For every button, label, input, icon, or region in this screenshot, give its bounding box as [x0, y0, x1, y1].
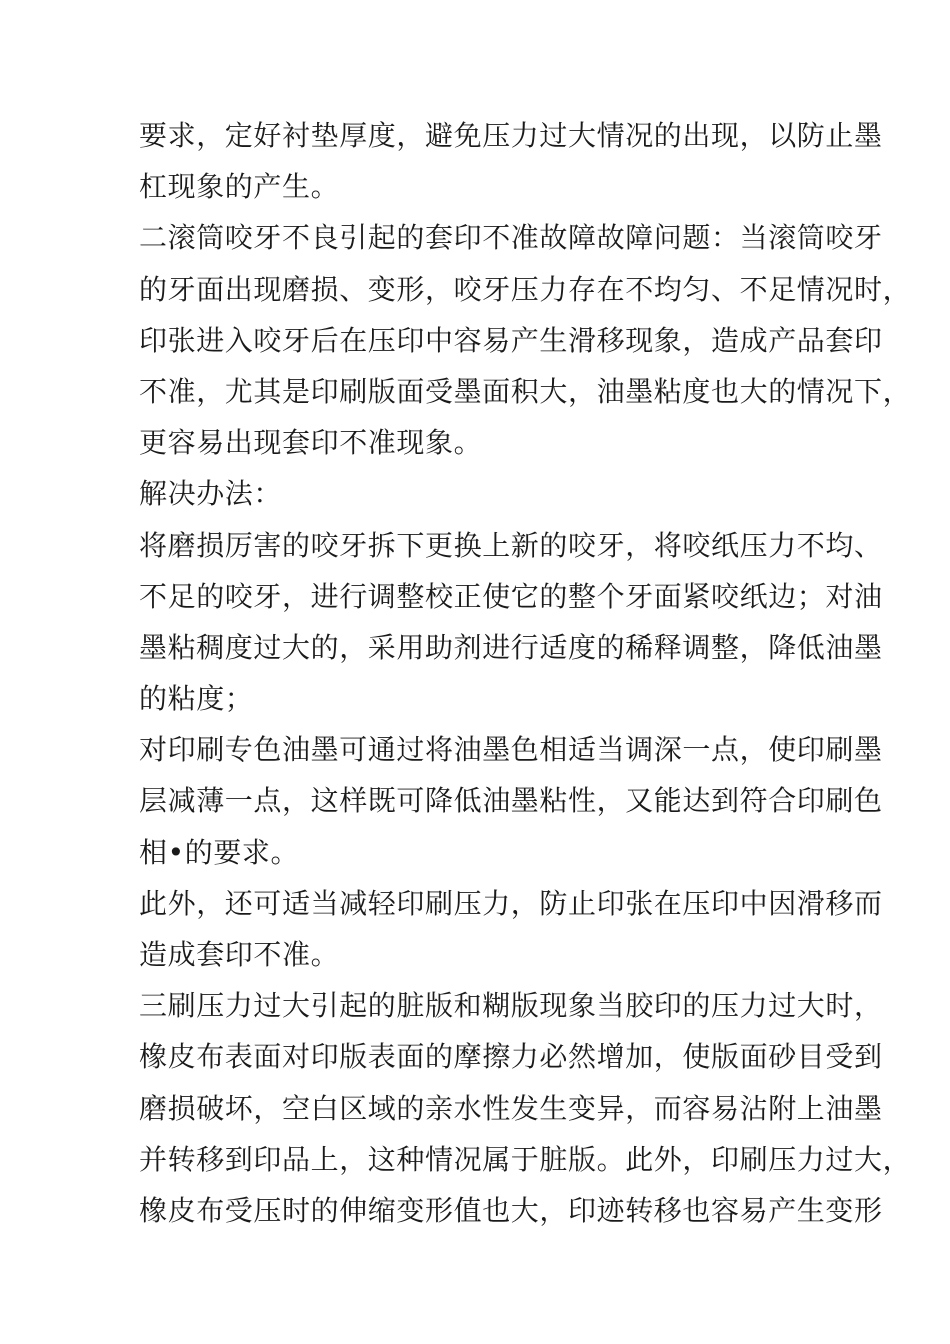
text-line: 杠现象的产生。 — [139, 170, 340, 204]
text-line: 三刷压力过大引起的脏版和糊版现象当胶印的压力过大时， — [139, 989, 883, 1023]
text-line: 解决办法： — [139, 477, 283, 511]
text-line: 层减薄一点，这样既可降低油墨粘性，又能达到符合印刷色 — [139, 784, 883, 818]
text-line: 此外，还可适当减轻印刷压力，防止印张在压印中因滑移而 — [139, 886, 883, 920]
text-line: 墨粘稠度过大的，采用助剂进行适度的稀释调整，降低油墨 — [139, 630, 883, 664]
document-body — [139, 110, 912, 1236]
text-line: 将磨损厉害的咬牙拆下更换上新的咬牙，将咬纸压力不均、 — [139, 528, 883, 562]
text-line: 的牙面出现磨损、变形，咬牙压力存在不均匀、不足情况时， — [139, 272, 912, 306]
text-line: 不准，尤其是印刷版面受墨面积大，油墨粘度也大的情况下， — [139, 374, 912, 408]
text-line: 印张进入咬牙后在压印中容易产生滑移现象，造成产品套印 — [139, 323, 883, 357]
text-line: 磨损破坏，空白区域的亲水性发生变异，而容易沾附上油墨 — [139, 1091, 883, 1125]
text-line: 要求，定好衬垫厚度，避免压力过大情况的出现，以防止墨 — [139, 119, 883, 152]
text-line: 的粘度； — [139, 682, 254, 716]
text-line: 橡皮布受压时的伸缩变形值也大，印迹转移也容易产生变形 — [139, 1193, 883, 1227]
text-line: 对印刷专色油墨可通过将油墨色相适当调深一点，使印刷墨 — [139, 733, 883, 767]
text-line: 相•的要求。 — [139, 835, 300, 869]
text-line: 二滚筒咬牙不良引起的套印不准故障故障问题：当滚筒咬牙 — [139, 221, 883, 255]
text-line: 并转移到印品上，这种情况属于脏版。此外，印刷压力过大， — [139, 1142, 912, 1176]
text-line: 造成套印不准。 — [139, 938, 340, 971]
text-line: 更容易出现套印不准现象。 — [139, 426, 483, 460]
text-line: 不足的咬牙，进行调整校正使它的整个牙面紧咬纸边；对油 — [139, 579, 883, 613]
text-line: 橡皮布表面对印版表面的摩擦力必然增加，使版面砂目受到 — [139, 1040, 883, 1074]
